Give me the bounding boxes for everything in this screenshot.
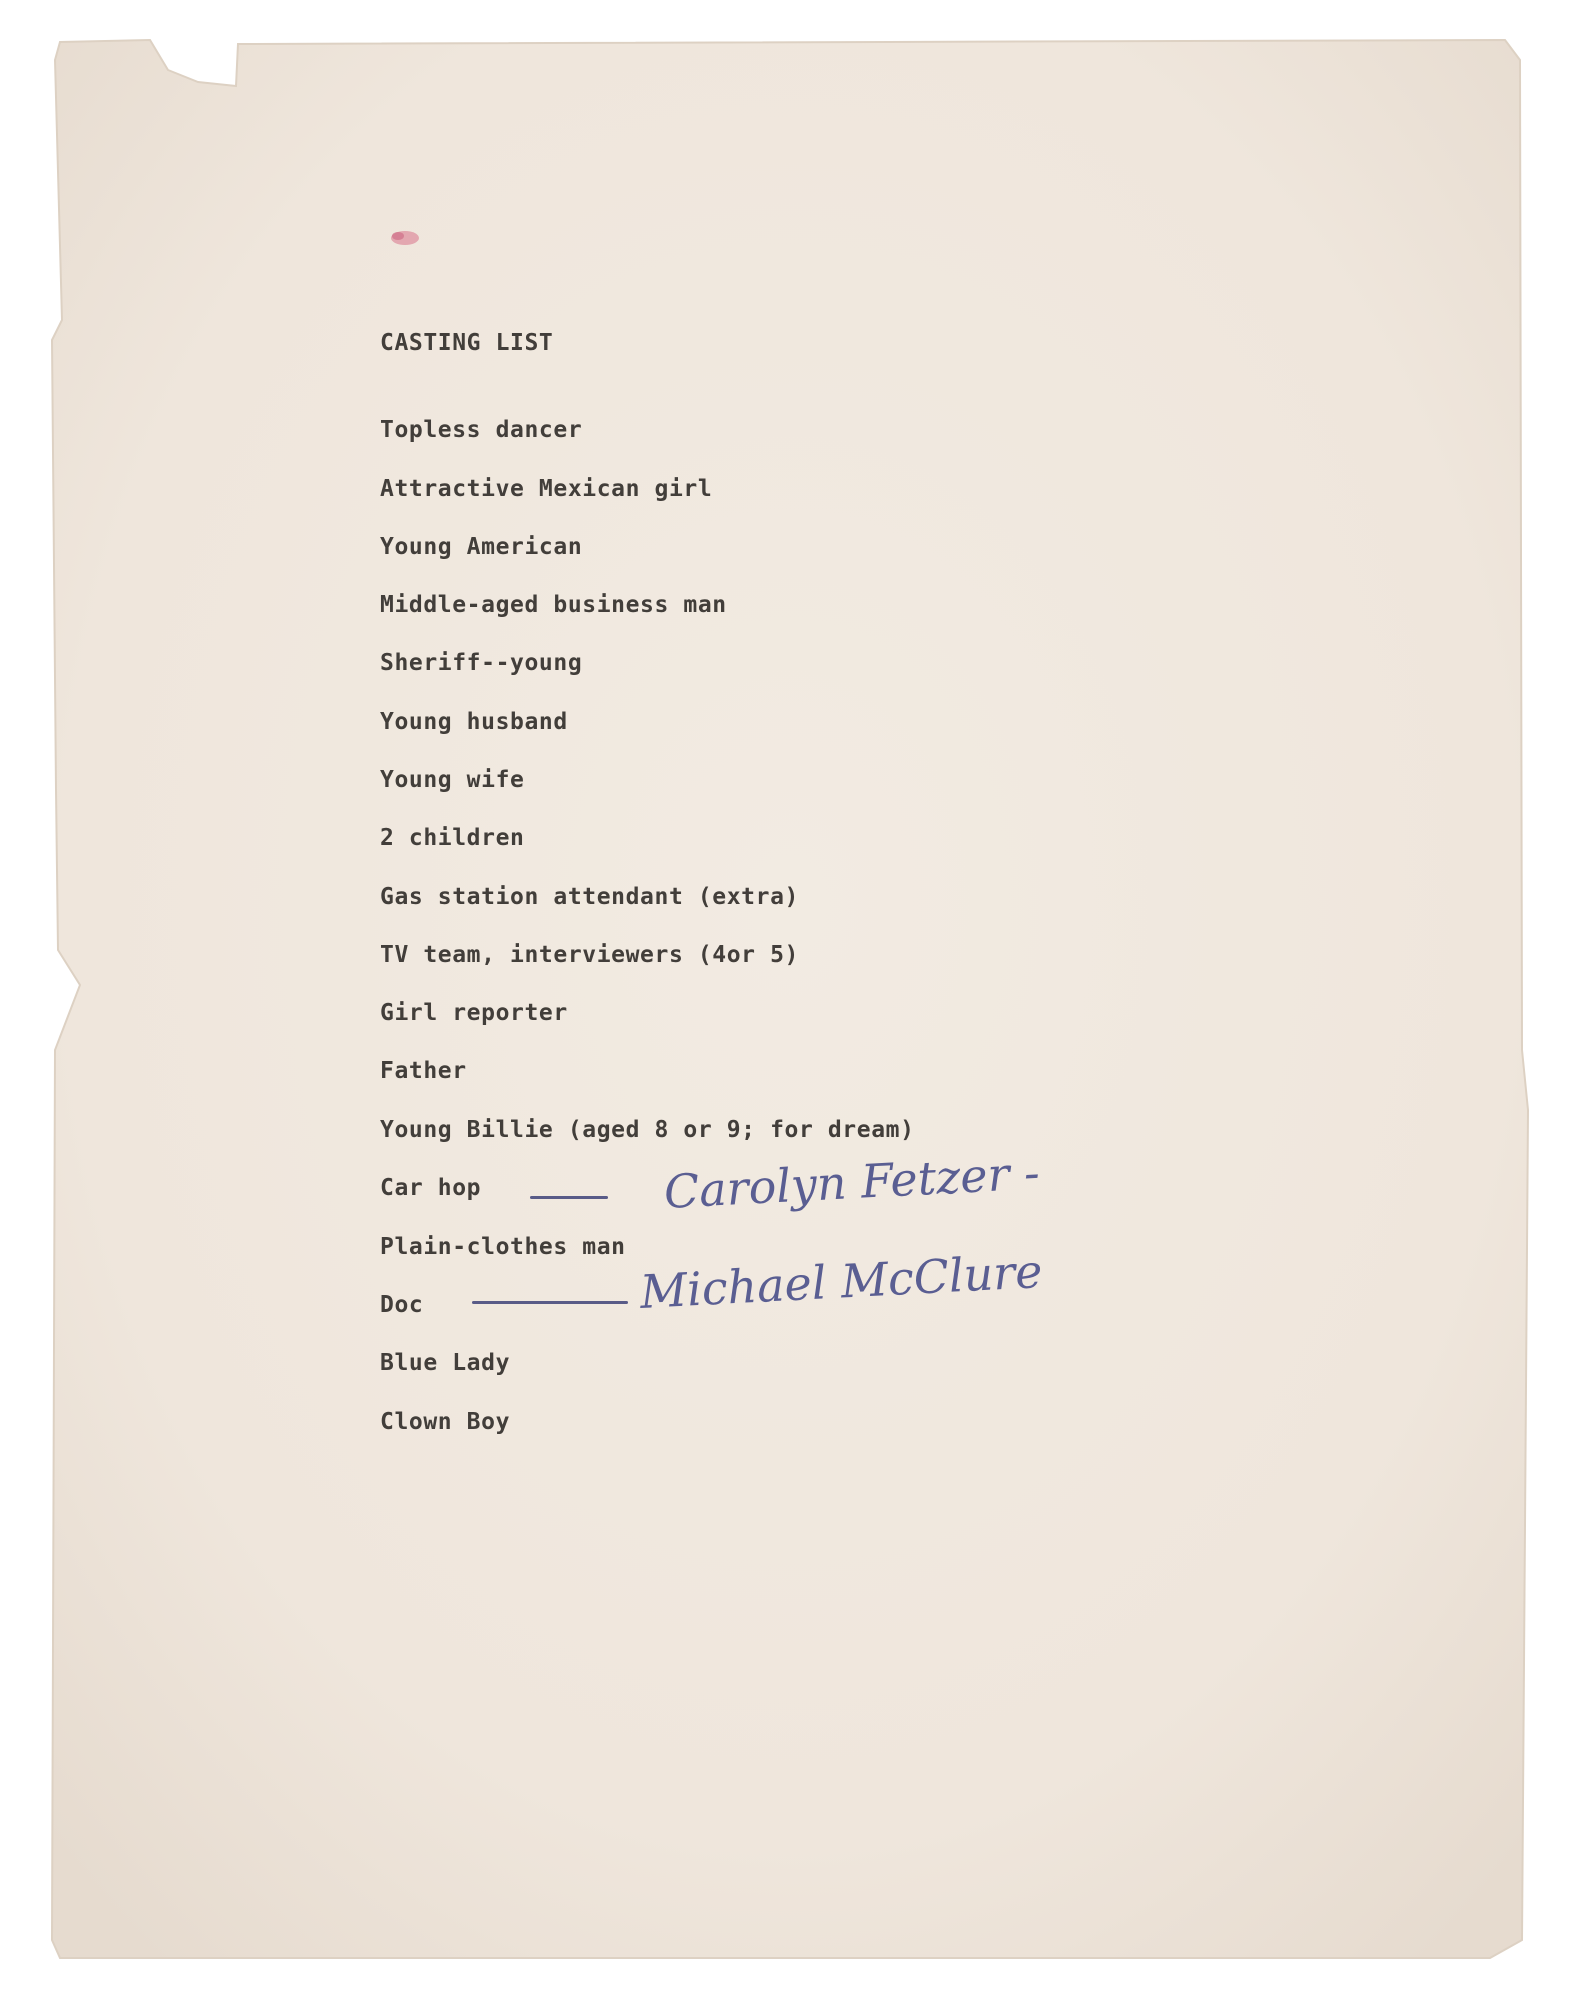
handwritten-dash (530, 1196, 608, 1199)
role-label: Blue Lady (380, 1350, 511, 1376)
handwritten-name-doc: Michael McClure (638, 1243, 1044, 1319)
role-label: Gas station attendant (extra) (380, 884, 799, 910)
role-label: Middle-aged business man (380, 592, 727, 618)
role-label: Young husband (380, 709, 568, 735)
list-item (380, 592, 727, 618)
list-item (380, 1234, 626, 1260)
list-item (380, 709, 568, 735)
list-item (380, 1117, 915, 1143)
list-item (380, 1350, 510, 1376)
role-label: Young wife (380, 767, 525, 793)
role-label: Doc (380, 1292, 424, 1318)
role-label: TV team, interviewers (4or 5) (380, 942, 799, 968)
list-item (380, 1292, 423, 1318)
list-item (380, 534, 582, 560)
role-label: Young Billie (aged 8 or 9; for dream) (380, 1117, 915, 1143)
page-title: CASTING LIST (380, 330, 554, 356)
role-label: Sheriff--young (380, 650, 583, 676)
list-item (380, 1000, 568, 1026)
list-item (380, 1175, 481, 1201)
role-label: Plain-clothes man (380, 1234, 626, 1260)
handwritten-name-car-hop: Carolyn Fetzer - (662, 1145, 1041, 1219)
list-item (380, 1058, 467, 1084)
casting-list (380, 0, 1280, 2000)
role-label: Father (380, 1058, 467, 1084)
list-item (380, 1409, 510, 1435)
role-label: Car hop (380, 1175, 482, 1201)
list-item (380, 417, 582, 443)
role-label: 2 children (380, 825, 525, 851)
role-label: Topless dancer (380, 417, 583, 443)
list-item (380, 767, 524, 793)
role-label: Girl reporter (380, 1000, 568, 1026)
handwritten-dash (472, 1301, 628, 1304)
role-label: Attractive Mexican girl (380, 476, 713, 502)
list-item (380, 884, 799, 910)
role-label: Young American (380, 534, 583, 560)
list-item (380, 476, 712, 502)
list-item (380, 650, 582, 676)
list-item (380, 942, 799, 968)
role-label: Clown Boy (380, 1409, 511, 1435)
list-item (380, 825, 524, 851)
